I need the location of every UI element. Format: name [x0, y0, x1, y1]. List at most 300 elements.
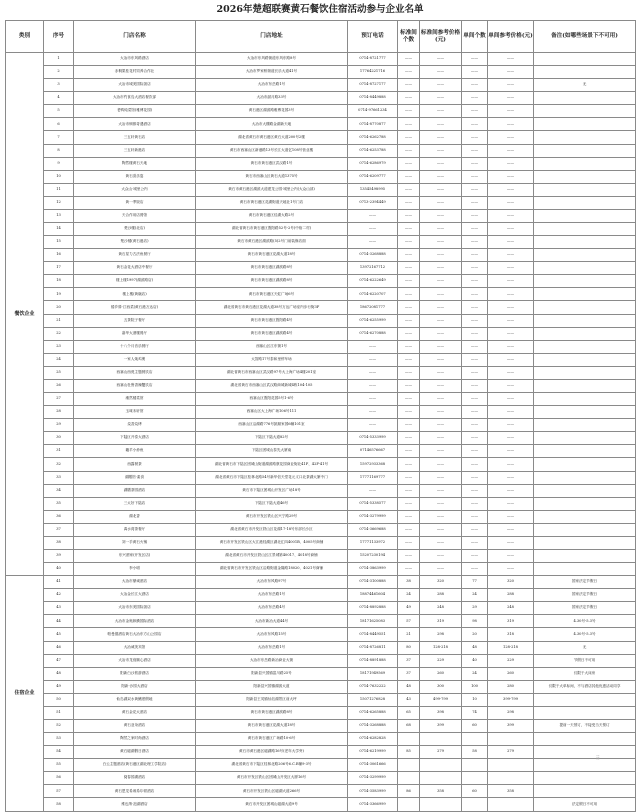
index-cell: 31 [44, 445, 74, 458]
standard-count-cell: —— [398, 209, 420, 222]
phone-cell: 0714-8770877 [348, 118, 398, 131]
standard-price-cell: —— [420, 183, 462, 196]
table-row [6, 288, 636, 301]
index-cell: 9 [44, 157, 74, 170]
single-count-cell [462, 772, 488, 785]
remarks-cell: 无 [534, 641, 636, 654]
remarks-cell [534, 772, 636, 785]
table-row [6, 680, 636, 693]
store-name-cell: 湖膳馆·素食 [74, 471, 196, 484]
single-count-cell: 24 [462, 667, 488, 680]
table-row [6, 602, 636, 615]
standard-price-cell: —— [420, 445, 462, 458]
standard-price-cell [420, 798, 462, 811]
address-cell: 湖北省黄石市西塞山区武汉路97号大上海广场4楼201室 [196, 366, 348, 379]
single-count-cell: 98 [462, 615, 488, 628]
phone-cell: 0714-8727177 [348, 79, 398, 92]
address-cell: 大冶市东岳路1号 [196, 79, 348, 92]
phone-cell: —— [348, 484, 398, 497]
standard-count-cell: —— [398, 563, 420, 576]
store-name-cell: 大冶市鼎诚酒店 [74, 576, 196, 589]
table-row [6, 576, 636, 589]
phone-cell: 0714-3268888 [348, 249, 398, 262]
table-row [6, 693, 636, 706]
standard-count-cell: 85 [398, 746, 420, 759]
table-row [6, 66, 636, 79]
standard-count-cell: —— [398, 458, 420, 471]
phone-cell: 0714-6286979 [348, 157, 398, 170]
store-name-cell: 阳新·沙园大酒店 [74, 680, 196, 693]
remarks-cell: 无 [534, 79, 636, 92]
standard-count-cell: —— [398, 144, 420, 157]
remarks-cell [534, 118, 636, 131]
standard-count-cell: 21 [398, 628, 420, 641]
phone-cell: 0714-8449551 [348, 628, 398, 641]
phone-cell: 0714-3061666 [348, 759, 398, 772]
address-cell: 大智路17号泰和里停车场 [196, 353, 348, 366]
standard-price-cell: —— [420, 209, 462, 222]
index-cell: 17 [44, 262, 74, 275]
header-single-price: 单间参考价格(元) [488, 21, 534, 53]
address-cell: 黄石市黄石港区湖滨路8号 [196, 706, 348, 719]
remarks-cell [534, 432, 636, 445]
index-cell: 13 [44, 209, 74, 222]
single-count-cell: —— [462, 170, 488, 183]
phone-cell: —— [348, 379, 398, 392]
header-category: 类别 [6, 21, 44, 53]
address-cell: 黄石市下陆区团城山开发区广场18号 [196, 484, 348, 497]
index-cell: 36 [44, 510, 74, 523]
table-row [6, 236, 636, 249]
single-price-cell [488, 772, 534, 785]
store-name-cell: 楚沙楼(北店) [74, 223, 196, 236]
standard-count-cell: 68 [398, 719, 420, 732]
phone-cell: 15207230194 [348, 549, 398, 562]
single-count-cell: —— [462, 196, 488, 209]
phone-cell: 13972167712 [348, 262, 398, 275]
store-name-cell: 黄石恩龙希戚希尔顿酒店 [74, 785, 196, 798]
address-cell: 黄石市开发区铁山区大江港桂湖区湖北汇四4001B、4005号商铺 [196, 536, 348, 549]
single-price-cell: —— [488, 196, 534, 209]
single-price-cell: —— [488, 549, 534, 562]
standard-count-cell: —— [398, 92, 420, 105]
remarks-cell: 4.30号-5.3号 [534, 615, 636, 628]
address-cell: 黄石市黄石港区胜阳路4号 [196, 314, 348, 327]
standard-price-cell: —— [420, 353, 462, 366]
store-name-cell: 黄一季饭店 [74, 196, 196, 209]
standard-price-cell: 499-799 [420, 693, 462, 706]
table-row [6, 118, 636, 131]
remarks-cell: 国家法定节假日 [534, 576, 636, 589]
single-price-cell: 319 [488, 615, 534, 628]
single-price-cell: —— [488, 66, 534, 79]
store-name-cell: 大冶市铜都奇遇酒店 [74, 118, 196, 131]
remarks-cell [534, 288, 636, 301]
standard-count-cell: —— [398, 366, 420, 379]
remarks-cell: 提前一天预订，不接受当天预订 [534, 719, 636, 732]
standard-price-cell: —— [420, 131, 462, 144]
phone-cell: 0714-3279999 [348, 510, 398, 523]
single-price-cell: 229 [488, 654, 534, 667]
standard-count-cell [398, 733, 420, 746]
table-row [6, 379, 636, 392]
index-cell: 40 [44, 563, 74, 576]
single-price-cell: —— [488, 275, 534, 288]
standard-count-cell: 65 [398, 706, 420, 719]
standard-count-cell: —— [398, 157, 420, 170]
index-cell: 49 [44, 680, 74, 693]
phone-cell: —— [348, 366, 398, 379]
address-cell: 湖北省黄石市黄石港区黄石大道200号2楼 [196, 131, 348, 144]
index-cell: 3 [44, 79, 74, 92]
standard-count-cell: —— [398, 66, 420, 79]
index-cell: 1 [44, 53, 74, 66]
standard-count-cell: —— [398, 445, 420, 458]
header-index: 序号 [44, 21, 74, 53]
standard-price-cell [420, 733, 462, 746]
index-cell: 19 [44, 288, 74, 301]
single-price-cell: —— [488, 314, 534, 327]
store-name-cell: 湖北香 [74, 510, 196, 523]
standard-count-cell: 57 [398, 615, 420, 628]
phone-cell: 0714-6220707 [348, 288, 398, 301]
table-row [6, 223, 636, 236]
standard-count-cell: —— [398, 497, 420, 510]
table-row [6, 563, 636, 576]
standard-count-cell: —— [398, 249, 420, 262]
store-name-cell: 十八个月音乐餐厅 [74, 340, 196, 353]
remarks-cell: 国家法定节假日 [534, 589, 636, 602]
table-row [6, 536, 636, 549]
index-cell: 50 [44, 693, 74, 706]
address-cell: 大冶市东风路97号 [196, 576, 348, 589]
table-row [6, 275, 636, 288]
standard-count-cell: —— [398, 419, 420, 432]
standard-price-cell: 128-218 [420, 641, 462, 654]
index-cell: 18 [44, 275, 74, 288]
standard-price-cell: —— [420, 471, 462, 484]
remarks-cell [534, 471, 636, 484]
address-cell: 黄石市黄石港区武汉路1号 [196, 157, 348, 170]
remarks-cell [534, 223, 636, 236]
single-price-cell: 288 [488, 589, 534, 602]
single-price-cell [488, 733, 534, 746]
address-cell: 大冶市东风路街道东风东路8号 [196, 53, 348, 66]
standard-price-cell: —— [420, 497, 462, 510]
phone-cell: —— [348, 393, 398, 406]
remarks-cell: 节假日不可用 [534, 654, 636, 667]
standard-count-cell: 86 [398, 785, 420, 798]
remarks-cell: 仅限于大单标间，不与酒店其他优惠活动同享 [534, 680, 636, 693]
store-name-cell: 陶然楼黄石天地 [74, 157, 196, 170]
category-cell: 餐饮企业 [6, 53, 44, 576]
address-cell: 黄石市黄石港区花湖大道18号 [196, 249, 348, 262]
standard-count-cell [398, 759, 420, 772]
standard-price-cell: —— [420, 66, 462, 79]
address-cell: 黄石市黄石港区湖滨路8号 [196, 275, 348, 288]
table-row [6, 209, 636, 222]
single-count-cell [462, 759, 488, 772]
standard-count-cell: —— [398, 523, 420, 536]
single-price-cell: —— [488, 340, 534, 353]
table-row [6, 445, 636, 458]
phone-cell: 17764221716 [348, 66, 398, 79]
remarks-cell [534, 196, 636, 209]
single-price-cell: —— [488, 249, 534, 262]
table-row [6, 249, 636, 262]
table-row [6, 497, 636, 510]
single-count-cell: —— [462, 288, 488, 301]
remarks-cell [534, 144, 636, 157]
index-cell: 35 [44, 497, 74, 510]
index-cell: 37 [44, 523, 74, 536]
store-name-cell: 西塞山杜鲁香辣蟹饮店 [74, 379, 196, 392]
store-name-cell: 陶然之家时尚酒店 [74, 733, 196, 746]
remarks-cell: 仅限于大床房 [534, 667, 636, 680]
store-name-cell: 白云主题酒店(黄石港区湖北理工学院店) [74, 759, 196, 772]
phone-cell: 0714-3583999 [348, 785, 398, 798]
store-name-cell: 大冶市东风路酒店 [74, 53, 196, 66]
table-row [6, 157, 636, 170]
header-standard-count: 标准间个数 [398, 21, 420, 53]
index-cell: 57 [44, 785, 74, 798]
single-count-cell: —— [462, 327, 488, 340]
standard-price-cell: —— [420, 118, 462, 131]
table-header-row [6, 21, 636, 53]
single-price-cell: 358 [488, 785, 534, 798]
remarks-cell [534, 53, 636, 66]
single-price-cell: —— [488, 497, 534, 510]
store-name-cell: 大冶市东美国际饭店 [74, 602, 196, 615]
table-row [6, 419, 636, 432]
address-cell: 大冶市罗家桥街道长乐大道41号 [196, 66, 348, 79]
single-price-cell: —— [488, 458, 534, 471]
table-row [6, 719, 636, 732]
table-row [6, 733, 636, 746]
standard-price-cell: —— [420, 262, 462, 275]
index-cell: 45 [44, 628, 74, 641]
table-row [6, 549, 636, 562]
standard-price-cell: —— [420, 484, 462, 497]
single-price-cell: —— [488, 288, 534, 301]
single-count-cell: 60 [462, 785, 488, 798]
standard-count-cell: —— [398, 406, 420, 419]
standard-count-cell: —— [398, 53, 420, 66]
header-store-address: 门店地址 [196, 21, 348, 53]
single-count-cell: —— [462, 105, 488, 118]
remarks-cell [534, 105, 636, 118]
single-price-cell: —— [488, 406, 534, 419]
single-count-cell: —— [462, 314, 488, 327]
single-price-cell: —— [488, 53, 534, 66]
single-count-cell: —— [462, 523, 488, 536]
store-name-cell: 阳新白沙旅游酒店 [74, 667, 196, 680]
table-row [6, 79, 636, 92]
remarks-cell [534, 536, 636, 549]
single-count-cell: —— [462, 484, 488, 497]
standard-price-cell [420, 772, 462, 785]
standard-price-cell: —— [420, 510, 462, 523]
address-cell: 湖北省黄石市开发区铁山区江景城第40017、4018号商铺 [196, 549, 348, 562]
standard-price-cell: —— [420, 563, 462, 576]
table-row [6, 510, 636, 523]
standard-price-cell: —— [420, 366, 462, 379]
address-cell: 黄石市黄石港区湖滨路(5)2号门前装修店面 [196, 236, 348, 249]
store-name-cell: 东兴酒家(开发区店) [74, 549, 196, 562]
single-count-cell: 74 [462, 706, 488, 719]
single-price-cell [488, 798, 534, 811]
standard-price-cell: —— [420, 393, 462, 406]
store-name-cell: 下陆区开泰大酒店 [74, 432, 196, 445]
remarks-cell [534, 419, 636, 432]
standard-count-cell: —— [398, 393, 420, 406]
header-single-count: 单间个数 [462, 21, 488, 53]
remarks-cell [534, 170, 636, 183]
phone-cell: 17771169777 [348, 471, 398, 484]
standard-price-cell: 358 [420, 785, 462, 798]
standard-price-cell: 319 [420, 615, 462, 628]
phone-cell: 0714-6262788 [348, 131, 398, 144]
single-count-cell: —— [462, 563, 488, 576]
remarks-cell [534, 353, 636, 366]
store-name-cell: 维也纳·泡湖酒店 [74, 798, 196, 811]
single-count-cell: —— [462, 510, 488, 523]
phone-cell: 0714-6219999 [348, 746, 398, 759]
store-name-cell: 黄石星力古法鱼餐厅 [74, 249, 196, 262]
index-cell: 12 [44, 196, 74, 209]
remarks-cell [534, 549, 636, 562]
single-count-cell: —— [462, 419, 488, 432]
single-count-cell: —— [462, 209, 488, 222]
standard-price-cell: —— [420, 170, 462, 183]
table-row [6, 772, 636, 785]
single-price-cell: 399 [488, 719, 534, 732]
standard-count-cell: —— [398, 223, 420, 236]
standard-price-cell: —— [420, 379, 462, 392]
store-name-cell: 楚沙楼(黄石港店) [74, 236, 196, 249]
phone-cell: 0714-6222649 [348, 275, 398, 288]
address-cell: 大冶市东岳路1号 [196, 641, 348, 654]
table-row [6, 471, 636, 484]
store-name-cell: 玉味未轩馆 [74, 406, 196, 419]
remarks-cell [534, 785, 636, 798]
phone-cell: 07146576667 [348, 445, 398, 458]
single-count-cell: —— [462, 301, 488, 314]
standard-count-cell: —— [398, 353, 420, 366]
store-name-cell: 三五轩黄石店 [74, 131, 196, 144]
index-cell: 52 [44, 719, 74, 732]
standard-price-cell: 279 [420, 746, 462, 759]
standard-price-cell: —— [420, 223, 462, 236]
index-cell: 5 [44, 105, 74, 118]
single-price-cell: —— [488, 327, 534, 340]
phone-cell: 0714-3100888 [348, 576, 398, 589]
address-cell: 黄石市黄石港区湖滨路4号 [196, 327, 348, 340]
standard-price-cell: —— [420, 406, 462, 419]
phone-cell: 0714-6255999 [348, 314, 398, 327]
standard-price-cell: —— [420, 157, 462, 170]
store-name-cell: 烧香烧烤 [74, 419, 196, 432]
address-cell: 西塞山区沿湖路776号凯顺家园6幢101室 [196, 419, 348, 432]
index-cell: 55 [44, 759, 74, 772]
index-cell: 28 [44, 406, 74, 419]
standard-price-cell: —— [420, 249, 462, 262]
remarks-cell [534, 275, 636, 288]
phone-cell: 13545498995 [348, 183, 398, 196]
remarks-cell [534, 693, 636, 706]
standard-price-cell: —— [420, 79, 462, 92]
address-cell: 黄石市黄石港区磁湖路16号(老年大学旁) [196, 746, 348, 759]
store-name-cell: 李小明 [74, 563, 196, 576]
phone-cell: 0714-6253788 [348, 144, 398, 157]
address-cell: 大冶市东岳路新冶商业大街 [196, 654, 348, 667]
single-price-cell: —— [488, 445, 534, 458]
standard-price-cell: 399 [420, 719, 462, 732]
index-cell: 4 [44, 92, 74, 105]
single-price-cell: —— [488, 262, 534, 275]
standard-price-cell [420, 759, 462, 772]
standard-price-cell: —— [420, 53, 462, 66]
standard-count-cell: —— [398, 105, 420, 118]
index-cell: 6 [44, 118, 74, 131]
store-name-cell: 大冶市金奥纵横国际酒店 [74, 615, 196, 628]
phone-cell: —— [348, 406, 398, 419]
single-count-cell: —— [462, 458, 488, 471]
phone-cell: 18171625083 [348, 615, 398, 628]
address-cell: 阳新县兴国镇富川路25号 [196, 667, 348, 680]
single-count-cell: —— [462, 549, 488, 562]
table-row [6, 746, 636, 759]
watermark: ⠿ [595, 755, 600, 762]
phone-cell: 0714-6209777 [348, 170, 398, 183]
remarks-cell [534, 458, 636, 471]
address-cell: 黄石市西塞山区黄石大道1375号 [196, 170, 348, 183]
standard-count-cell: —— [398, 183, 420, 196]
remarks-cell [534, 157, 636, 170]
standard-count-cell: —— [398, 262, 420, 275]
standard-count-cell: —— [398, 327, 420, 340]
store-name-cell: 赤桐果桂花村饲养合作社 [74, 66, 196, 79]
phone-cell: 0714-3669688 [348, 523, 398, 536]
index-cell: 58 [44, 798, 74, 811]
single-count-cell: —— [462, 432, 488, 445]
store-name-cell: 黄石金花大酒店 [74, 706, 196, 719]
single-count-cell: 20 [462, 628, 488, 641]
table-row [6, 131, 636, 144]
single-count-cell: —— [462, 471, 488, 484]
single-price-cell: —— [488, 105, 534, 118]
remarks-cell [534, 484, 636, 497]
standard-price-cell: —— [420, 288, 462, 301]
standard-price-cell: —— [420, 458, 462, 471]
table-row [6, 92, 636, 105]
table-row [6, 615, 636, 628]
remarks-cell [534, 510, 636, 523]
standard-price-cell: 229 [420, 654, 462, 667]
single-count-cell: —— [462, 53, 488, 66]
single-price-cell: —— [488, 170, 534, 183]
address-cell: 黄石市黄石港区广场路10-6号 [196, 733, 348, 746]
store-name-cell: 楼上楼1997(湖滨路店) [74, 275, 196, 288]
table-row [6, 706, 636, 719]
single-count-cell: —— [462, 536, 488, 549]
single-price-cell: —— [488, 157, 534, 170]
phone-cell: 0714-6265888 [348, 706, 398, 719]
single-count-cell: 40 [462, 654, 488, 667]
header-remarks: 备注(如哪些场景下不可用) [534, 21, 636, 53]
index-cell: 20 [44, 301, 74, 314]
standard-price-cell: —— [420, 432, 462, 445]
